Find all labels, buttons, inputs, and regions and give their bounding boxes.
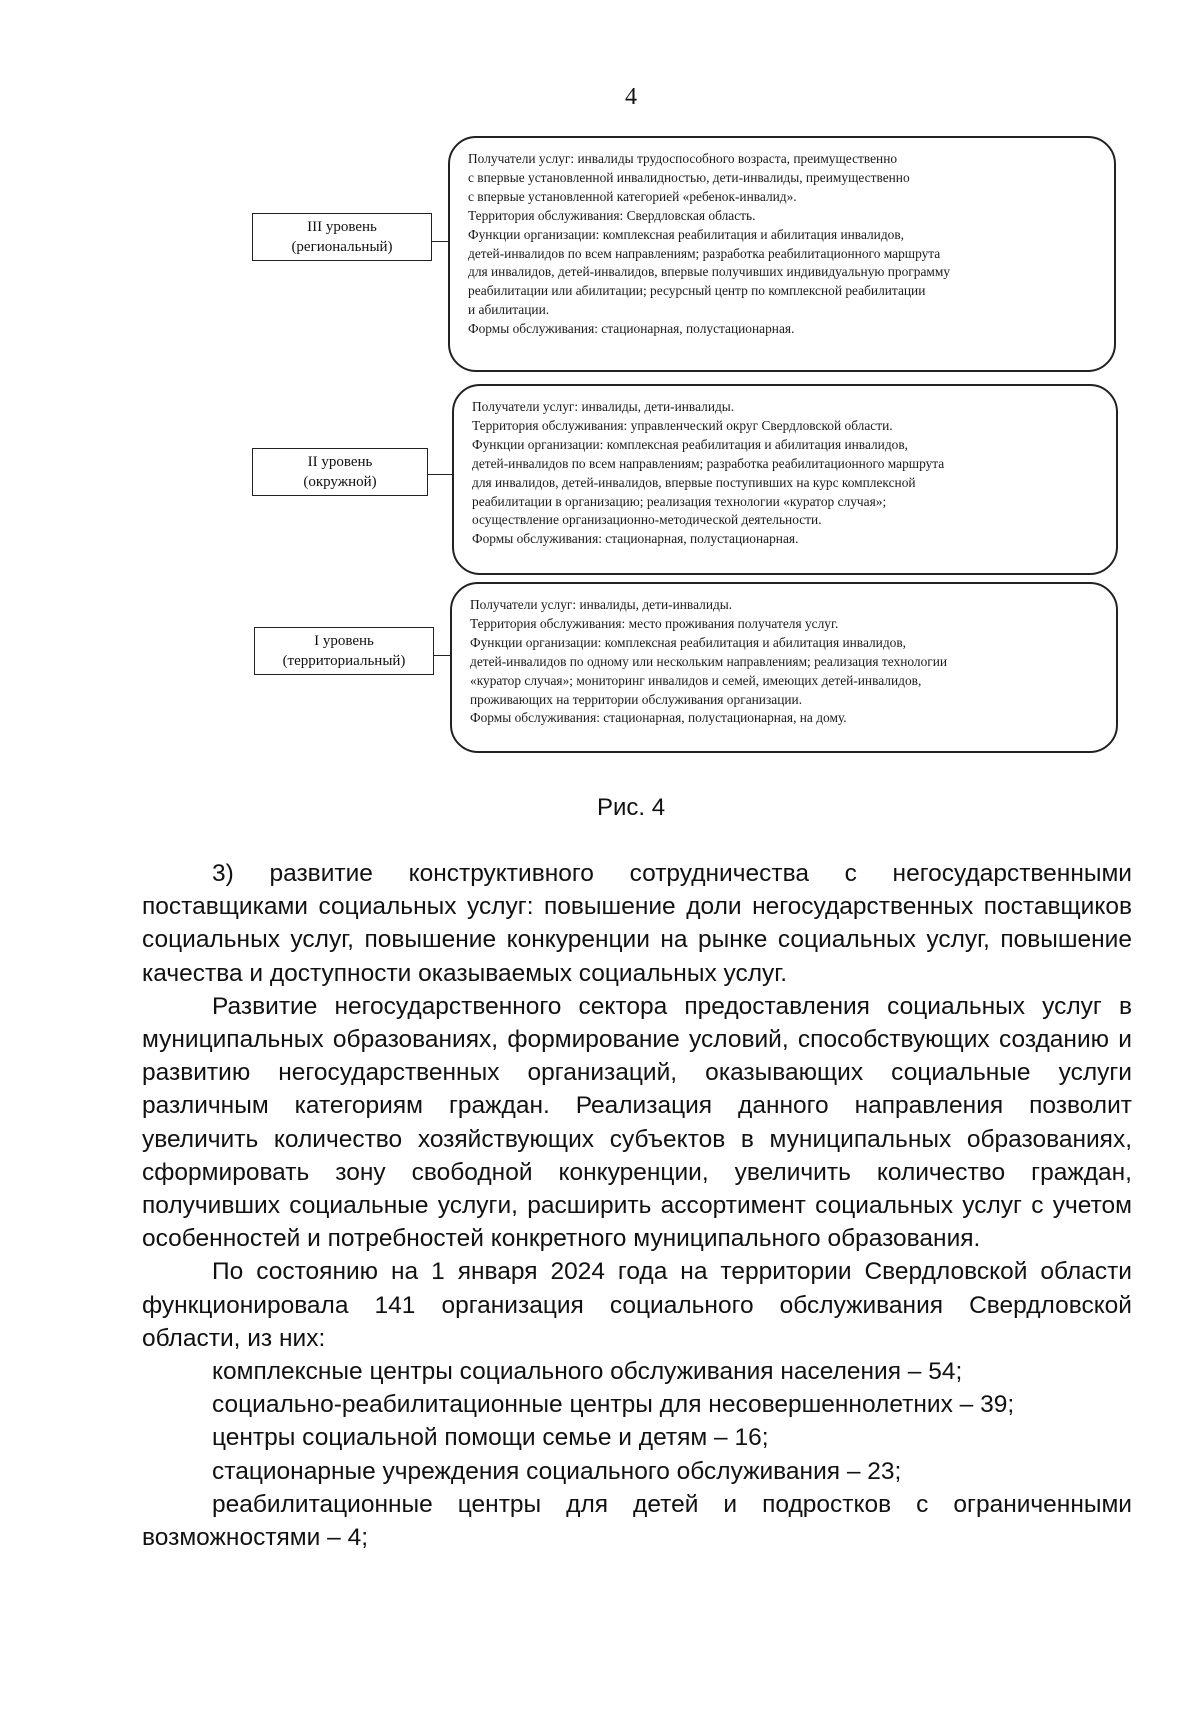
level-3-detail-line: для инвалидов, детей-инвалидов, впервые получивших индивидуальную программу — [468, 264, 951, 280]
list-item: комплексные центры социального обслуживания населения – 54; — [212, 1358, 963, 1386]
level-2-label-box — [252, 448, 428, 496]
level-3-detail-line: детей-инвалидов по всем направлениям; разработка реабилитационного маршрута — [468, 245, 941, 261]
level-3-detail-line: Функции организации: комплексная реабилитация и абилитация инвалидов, — [468, 226, 905, 242]
level-2-detail-line: Функции организации: комплексная реабилитация и абилитация инвалидов, — [472, 436, 909, 452]
level-2-subtitle: (окружной) — [303, 474, 377, 490]
level-3-title: III уровень — [307, 219, 377, 235]
paragraph-3: По состоянию на 1 января 2024 года на территории Свердловской области функционировала 141 организация социального обслуживания Свердловской области, из них: — [142, 1258, 1132, 1352]
level-2-detail-line: осуществление организационно-методической деятельности. — [472, 512, 822, 528]
level-1-detail-line: детей-инвалидов по одному или нескольким направлениям; реализация технологии — [470, 653, 948, 669]
level-2-detail-line: реабилитации в организацию; реализация технологии «куратор случая»; — [472, 493, 887, 509]
page-number: 4 — [625, 84, 637, 110]
level-3-subtitle: (региональный) — [291, 239, 393, 255]
list-item: центры социальной помощи семье и детям – 16; — [212, 1424, 769, 1452]
level-1-detail-line: Формы обслуживания: стационарная, полустационарная, на дому. — [470, 710, 847, 726]
level-2-detail-line: Получатели услуг: инвалиды, дети-инвалиды. — [472, 399, 735, 414]
level-2-connector — [428, 474, 453, 475]
level-2-detail-line: Формы обслуживания: стационарная, полустационарная. — [472, 531, 799, 547]
level-1-detail-line: проживающих на территории обслуживания организации. — [470, 691, 803, 707]
level-1-detail-line: Функции организации: комплексная реабилитация и абилитация инвалидов, — [470, 634, 907, 650]
level-3-detail-line: и абилитации. — [468, 302, 550, 318]
level-2-details-box — [452, 384, 1118, 575]
level-3-detail-line: Территория обслуживания: Свердловская область. — [468, 207, 756, 223]
list-item: реабилитационные центры для детей и подростков с ограниченными возможностями – 4; — [142, 1490, 1132, 1552]
level-1-details-box — [450, 582, 1118, 753]
level-3-detail-line: с впервые установленной инвалидностью, дети-инвалиды, преимущественно — [468, 169, 910, 185]
level-2-detail-line: Территория обслуживания: управленческий округ Свердловской области. — [472, 417, 893, 433]
level-3-detail-line: Получатели услуг: инвалиды трудоспособного возраста, преимущественно — [468, 151, 898, 166]
level-3-detail-line: реабилитации или абилитации; ресурсный центр по комплексной реабилитации — [468, 283, 926, 299]
level-3-detail-line: Формы обслуживания: стационарная, полустационарная. — [468, 321, 795, 337]
level-1-detail-line: «куратор случая»; мониторинг инвалидов и семей, имеющих детей-инвалидов, — [470, 672, 922, 688]
paragraph-1: 3) развитие конструктивного сотрудничества с негосударственными поставщиками социальных услуг: повышение доли негосударственных поставщиков социальных услуг, повышение конкуренции на рынке социальных услуг, повышение качества и доступности оказываемых социальных услуг. — [142, 860, 1132, 987]
list-item: социально-реабилитационные центры для несовершеннолетних – 39; — [212, 1391, 1015, 1419]
paragraph-2: Развитие негосударственного сектора предоставления социальных услуг в муниципальных образованиях, формирование условий, способствующих созданию и развитию негосударственных организаций, оказывающих социальные услуги различным категориям граждан. Реализация данного направления позволит увеличить количество хозяйствующих субъектов в муниципальных образованиях, сформировать зону свободной конкуренции, увеличить количество граждан, получивших социальные услуги, расширить ассортимент социальных услуг с учетом особенностей и потребностей конкретного муниципального образования. — [142, 992, 1132, 1253]
level-3-detail-line: с впервые установленной категорией «ребенок-инвалид». — [468, 188, 797, 204]
level-2-detail-line: детей-инвалидов по всем направлениям; разработка реабилитационного маршрута — [472, 455, 945, 471]
level-1-detail-line: Территория обслуживания: место проживания получателя услуг. — [470, 615, 839, 631]
level-1-detail-line: Получатели услуг: инвалиды, дети-инвалиды. — [470, 597, 733, 612]
level-3-label-box — [252, 213, 432, 261]
level-3-details-box — [448, 136, 1116, 372]
level-1-label-box — [254, 627, 434, 675]
body-text — [142, 857, 1132, 1554]
level-1-subtitle: (территориальный) — [282, 653, 406, 669]
figure-caption: Рис. 4 — [596, 794, 666, 821]
list-item: стационарные учреждения социального обслуживания – 23; — [212, 1457, 902, 1485]
level-1-title: I уровень — [314, 633, 374, 649]
level-2-title: II уровень — [307, 454, 373, 470]
level-2-detail-line: для инвалидов, детей-инвалидов, впервые поступивших на курс комплексной — [472, 474, 916, 490]
